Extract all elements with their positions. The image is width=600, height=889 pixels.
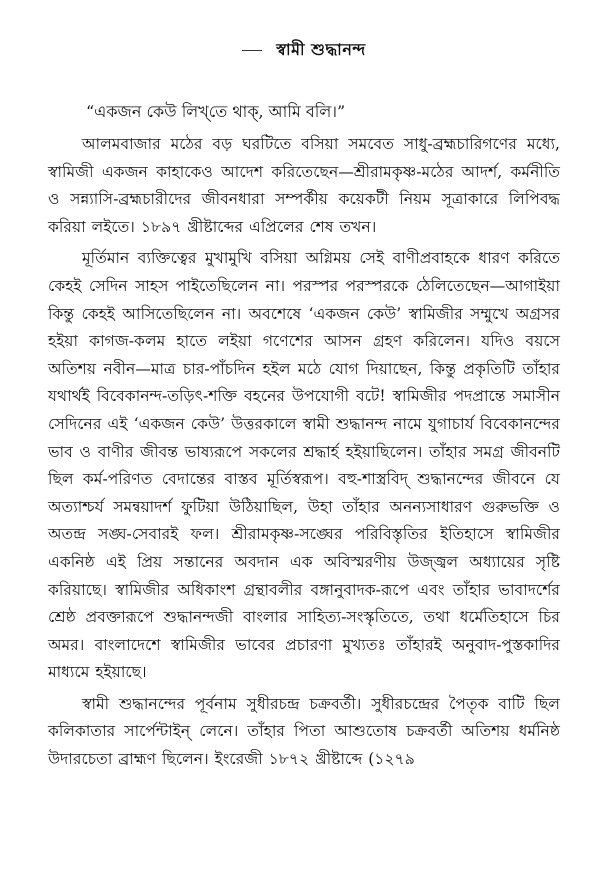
paragraph-1: আলমবাজার মঠের বড় ঘরটিতে বসিয়া সমবেত সাধু-ব্রহ্মচারিগণের মধ্যে, স্বামিজী একজন কাহাকেও আদেশ করিতেছেন—শ্রীরামকৃষ্ণ-মঠের আদর্শ, কর্মনীতি ও সন্ন্যাসি-ব্রহ্মচারীদের জীবনধারা সম্পর্কীয় কয়েকটী নিয়ম সূত্রাকারে লিপিবদ্ধ করিয়া লইতে। ১৮৯৭ খ্রীষ্টাব্দের এপ্রিলের শেষ তখন। [48, 135, 560, 236]
chapter-title: স্বামী শুদ্ধানন্দ [276, 39, 366, 59]
paragraph-3: স্বামী শুদ্ধানন্দের পূর্বনাম সুধীরচন্দ্র চক্রবর্তী। সুধীরচন্দ্রের পৈতৃক বাটি ছিল কলিকাতার সার্পেন্টাইন্‌ লেনে। তাঁহার পিতা আশুতোষ চক্রবর্তী অতিশয় ধর্মনিষ্ঠ উদারচেতা ব্রাহ্মণ ছিলেন। ইংরেজী ১৮৭২ খ্রীষ্টাব্দে (১২৭৯ [48, 694, 560, 769]
paragraph-2: মূর্তিমান ব্যক্তিত্বের মুখামুখি বসিয়া অগ্নিময় সেই বাণীপ্রবাহকে ধারণ করিতে কেহই সেদিন সাহস পাইতেছিলেন না। পরস্পর পরস্পরকে ঠেলিতেছেন—আগাইয়া কিন্তু কেহই আসিতেছিলেন না। অবশেষে ‘একজন কেউ’ স্বামিজীর সম্মুখে অগ্রসর হইয়া কাগজ-কলম হাতে লইয়া গণেশের আসন গ্রহণ করিলেন। যদিও বয়সে অতিশয় নবীন—মাত্র চার-পাঁচদিন হইল মঠে যোগ দিয়াছেন, কিন্তু প্রকৃতিটি তাঁহার যথার্থই বিবেকানন্দ-তড়িৎ-শক্তি বহনের উপযোগী বটে! স্বামিজীর পদপ্রান্তে সমাসীন সেদিনের এই ‘একজন কেউ’ উত্তরকালে স্বামী শুদ্ধানন্দ নামে যুগাচার্য বিবেকানন্দের ভাব ও বাণীর জীবন্ত ভাষ্যরূপে সকলের শ্রদ্ধার্হ হইয়াছিলেন। তাঁহার সমগ্র জীবনটি ছিল কর্ম-পরিণত বেদান্তের বাস্তব মূর্তিস্বরূপ। বহু-শাস্ত্রবিদ্‌ শুদ্ধানন্দের জীবনে যে অত্যাশ্চর্য সমন্বয়াদর্শ ফুটিয়া উঠিয়াছিল, উহা তাঁহার অনন্যসাধারণ গুরুভক্তি ও অতন্দ্র সঙ্ঘ-সেবারই ফল। শ্রীরামকৃষ্ণ-সঙ্ঘের পরিবিস্তৃতির ইতিহাসে স্বামিজীর একনিষ্ঠ এই প্রিয় সন্তানের অবদান এক অবিস্মরণীয় উজ্জ্বল অধ্যায়ের সৃষ্টি করিয়াছে। স্বামিজীর অধিকাংশ গ্রন্থাবলীর বঙ্গানুবাদক-রূপে এবং তাঁহার ভাবাদর্শের শ্রেষ্ঠ প্রবক্তারূপে শুদ্ধানন্দজী বাংলার সাহিত্য-সংস্কৃতিতে, তথা ধর্মেতিহাসে চির অমর। বাংলাদেশে স্বামিজীর ভাবের প্রচারণা মুখ্যতঃ তাঁহারই অনুবাদ-পুস্তকাদির মাধ্যমে হইয়াছে। [48, 249, 560, 682]
opening-quote: “একজন কেউ লিখ্‌তে থাক্‌, আমি বলি।” [86, 102, 346, 121]
page-header [48, 36, 560, 64]
header-rule [242, 50, 262, 51]
